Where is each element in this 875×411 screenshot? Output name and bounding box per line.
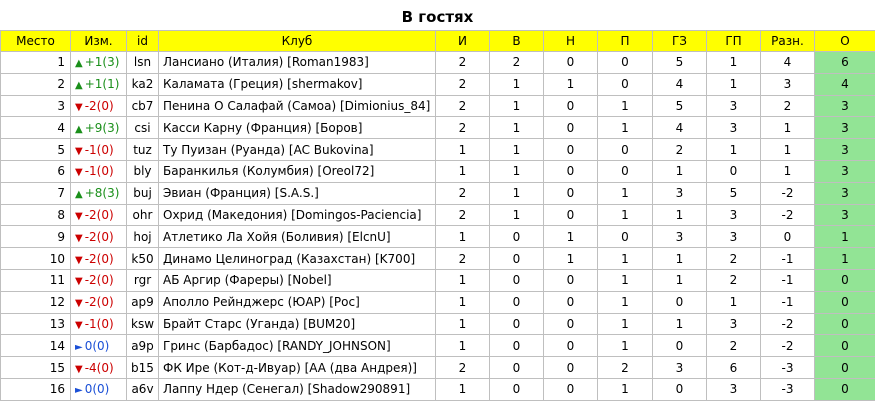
id-cell: ohr [127, 204, 159, 226]
change-value: +8(3) [84, 186, 120, 201]
diff-cell: 1 [761, 139, 815, 161]
change-cell [71, 182, 127, 204]
goals-against-cell: 2 [707, 248, 761, 270]
table-row [1, 52, 875, 74]
table-row [1, 204, 875, 226]
change-cell [71, 139, 127, 161]
table-row [1, 313, 875, 335]
rank-cell: 6 [1, 160, 71, 182]
club-header: Клуб [159, 31, 436, 52]
arrow-down-icon: ▼ [75, 298, 83, 310]
arrow-down-icon: ▼ [75, 101, 83, 113]
change-cell [71, 226, 127, 248]
points-cell: 3 [815, 182, 875, 204]
id-cell: hoj [127, 226, 159, 248]
club-cell: Брайт Старс (Уганда) [BUM20] [159, 313, 436, 335]
rank-cell: 16 [1, 378, 71, 400]
losses-cell: 0 [598, 73, 653, 95]
games-cell: 2 [436, 357, 490, 379]
arrow-right-icon: ► [75, 385, 83, 397]
goals-for-cell: 1 [653, 313, 707, 335]
table-row [1, 248, 875, 270]
standings-table [0, 30, 875, 401]
points-header: О [815, 31, 875, 52]
rank-cell: 4 [1, 117, 71, 139]
arrow-down-icon: ▼ [75, 232, 83, 244]
goals-for-cell: 0 [653, 291, 707, 313]
id-cell: a9p [127, 335, 159, 357]
change-value: -2(0) [84, 295, 114, 310]
losses-cell: 1 [598, 335, 653, 357]
losses-cell: 0 [598, 139, 653, 161]
diff-cell: 3 [761, 73, 815, 95]
goals-against-cell: 2 [707, 269, 761, 291]
change-value: -2(0) [84, 273, 114, 288]
arrow-down-icon: ▼ [75, 276, 83, 288]
losses-cell: 1 [598, 95, 653, 117]
change-header: Изм. [71, 31, 127, 52]
points-cell: 3 [815, 95, 875, 117]
points-cell: 3 [815, 117, 875, 139]
change-cell [71, 52, 127, 74]
goals-for-cell: 3 [653, 182, 707, 204]
games-cell: 2 [436, 117, 490, 139]
id-cell: csi [127, 117, 159, 139]
change-cell [71, 378, 127, 400]
goals-for-header: ГЗ [653, 31, 707, 52]
change-value: -2(0) [84, 229, 114, 244]
losses-cell: 1 [598, 269, 653, 291]
club-cell: Аполло Рейнджерс (ЮАР) [Рос] [159, 291, 436, 313]
table-row [1, 291, 875, 313]
rank-header: Место [1, 31, 71, 52]
rank-cell: 15 [1, 357, 71, 379]
goals-against-cell: 5 [707, 182, 761, 204]
losses-cell: 0 [598, 160, 653, 182]
points-cell: 0 [815, 357, 875, 379]
wins-cell: 1 [490, 95, 544, 117]
goals-against-cell: 3 [707, 204, 761, 226]
wins-cell: 0 [490, 335, 544, 357]
goals-against-cell: 6 [707, 357, 761, 379]
points-cell: 0 [815, 335, 875, 357]
wins-cell: 1 [490, 139, 544, 161]
games-cell: 1 [436, 335, 490, 357]
table-row [1, 269, 875, 291]
diff-cell: -2 [761, 182, 815, 204]
id-cell: ka2 [127, 73, 159, 95]
goals-against-cell: 3 [707, 313, 761, 335]
draws-cell: 1 [544, 73, 598, 95]
change-cell [71, 95, 127, 117]
goals-for-cell: 1 [653, 269, 707, 291]
rank-cell: 14 [1, 335, 71, 357]
wins-cell: 0 [490, 291, 544, 313]
club-cell: Лаппу Ндер (Сенегал) [Shadow290891] [159, 378, 436, 400]
points-cell: 6 [815, 52, 875, 74]
change-cell [71, 269, 127, 291]
games-header: И [436, 31, 490, 52]
points-cell: 1 [815, 226, 875, 248]
games-cell: 2 [436, 52, 490, 74]
wins-cell: 1 [490, 160, 544, 182]
goals-for-cell: 5 [653, 95, 707, 117]
draws-cell: 0 [544, 313, 598, 335]
diff-cell: -2 [761, 313, 815, 335]
goals-against-cell: 0 [707, 160, 761, 182]
id-cell: a6v [127, 378, 159, 400]
diff-cell: -1 [761, 291, 815, 313]
goals-for-cell: 3 [653, 357, 707, 379]
goals-against-cell: 3 [707, 378, 761, 400]
wins-cell: 2 [490, 52, 544, 74]
draws-cell: 0 [544, 182, 598, 204]
draws-cell: 0 [544, 204, 598, 226]
id-cell: rgr [127, 269, 159, 291]
losses-header: П [598, 31, 653, 52]
losses-cell: 0 [598, 52, 653, 74]
wins-cell: 1 [490, 204, 544, 226]
goals-for-cell: 1 [653, 248, 707, 270]
points-cell: 0 [815, 269, 875, 291]
wins-cell: 0 [490, 269, 544, 291]
rank-cell: 9 [1, 226, 71, 248]
id-cell: ap9 [127, 291, 159, 313]
games-cell: 2 [436, 248, 490, 270]
points-cell: 3 [815, 139, 875, 161]
change-cell [71, 117, 127, 139]
goals-against-cell: 1 [707, 139, 761, 161]
games-cell: 1 [436, 291, 490, 313]
goals-against-cell: 3 [707, 95, 761, 117]
club-cell: Ту Пуизан (Руанда) [AC Bukovina] [159, 139, 436, 161]
games-cell: 1 [436, 378, 490, 400]
change-value: +1(3) [84, 55, 120, 70]
table-title: В гостях [401, 8, 474, 26]
table-row [1, 139, 875, 161]
draws-cell: 0 [544, 52, 598, 74]
arrow-down-icon: ▼ [75, 319, 83, 331]
losses-cell: 1 [598, 291, 653, 313]
change-cell [71, 248, 127, 270]
id-cell: lsn [127, 52, 159, 74]
club-cell: Эвиан (Франция) [S.A.S.] [159, 182, 436, 204]
goals-for-cell: 0 [653, 335, 707, 357]
points-cell: 4 [815, 73, 875, 95]
club-cell: ФК Ире (Кот-д-Ивуар) [AA (два Андрея)] [159, 357, 436, 379]
wins-cell: 1 [490, 73, 544, 95]
club-cell: Охрид (Македония) [Domingos-Paciencia] [159, 204, 436, 226]
diff-cell: -2 [761, 204, 815, 226]
change-cell [71, 73, 127, 95]
diff-cell: -3 [761, 357, 815, 379]
change-value: -2(0) [84, 207, 114, 222]
table-row [1, 73, 875, 95]
draws-cell: 0 [544, 117, 598, 139]
table-body [1, 52, 875, 401]
goals-against-cell: 2 [707, 335, 761, 357]
diff-cell: 4 [761, 52, 815, 74]
change-cell [71, 335, 127, 357]
arrow-up-icon: ▲ [75, 80, 83, 92]
wins-cell: 1 [490, 182, 544, 204]
goals-for-cell: 2 [653, 139, 707, 161]
goals-against-cell: 1 [707, 52, 761, 74]
id-header: id [127, 31, 159, 52]
points-cell: 3 [815, 204, 875, 226]
arrow-down-icon: ▼ [75, 210, 83, 222]
draws-cell: 0 [544, 95, 598, 117]
rank-cell: 7 [1, 182, 71, 204]
points-cell: 1 [815, 248, 875, 270]
draws-header: Н [544, 31, 598, 52]
rank-cell: 2 [1, 73, 71, 95]
change-value: -2(0) [84, 98, 114, 113]
games-cell: 2 [436, 182, 490, 204]
change-value: 0(0) [84, 382, 110, 397]
draws-cell: 0 [544, 291, 598, 313]
change-value: 0(0) [84, 338, 110, 353]
id-cell: buj [127, 182, 159, 204]
club-cell: Лансиано (Италия) [Roman1983] [159, 52, 436, 74]
goals-against-cell: 3 [707, 226, 761, 248]
losses-cell: 1 [598, 248, 653, 270]
change-value: -1(0) [84, 142, 114, 157]
change-value: -1(0) [84, 316, 114, 331]
goals-against-header: ГП [707, 31, 761, 52]
arrow-down-icon: ▼ [75, 363, 83, 375]
table-row [1, 117, 875, 139]
games-cell: 1 [436, 226, 490, 248]
games-cell: 1 [436, 160, 490, 182]
losses-cell: 1 [598, 117, 653, 139]
wins-cell: 0 [490, 378, 544, 400]
games-cell: 2 [436, 204, 490, 226]
diff-cell: 1 [761, 160, 815, 182]
rank-cell: 10 [1, 248, 71, 270]
table-row [1, 160, 875, 182]
wins-cell: 0 [490, 313, 544, 335]
id-cell: tuz [127, 139, 159, 161]
games-cell: 2 [436, 73, 490, 95]
wins-cell: 0 [490, 248, 544, 270]
draws-cell: 0 [544, 378, 598, 400]
table-row [1, 378, 875, 400]
wins-header: В [490, 31, 544, 52]
change-cell [71, 160, 127, 182]
wins-cell: 0 [490, 226, 544, 248]
diff-header: Разн. [761, 31, 815, 52]
games-cell: 1 [436, 139, 490, 161]
draws-cell: 0 [544, 335, 598, 357]
arrow-right-icon: ► [75, 341, 83, 353]
points-cell: 3 [815, 160, 875, 182]
club-cell: АБ Аргир (Фареры) [Nobel] [159, 269, 436, 291]
diff-cell: -1 [761, 248, 815, 270]
goals-against-cell: 3 [707, 117, 761, 139]
rank-cell: 3 [1, 95, 71, 117]
games-cell: 1 [436, 313, 490, 335]
games-cell: 2 [436, 95, 490, 117]
table-row [1, 182, 875, 204]
diff-cell: -3 [761, 378, 815, 400]
diff-cell: -2 [761, 335, 815, 357]
change-cell [71, 357, 127, 379]
rank-cell: 12 [1, 291, 71, 313]
wins-cell: 1 [490, 117, 544, 139]
goals-for-cell: 4 [653, 73, 707, 95]
arrow-down-icon: ▼ [75, 145, 83, 157]
club-cell: Гринс (Барбадос) [RANDY_JOHNSON] [159, 335, 436, 357]
arrow-up-icon: ▲ [75, 58, 83, 70]
club-cell: Баранкилья (Колумбия) [Oreol72] [159, 160, 436, 182]
losses-cell: 1 [598, 378, 653, 400]
goals-for-cell: 4 [653, 117, 707, 139]
rank-cell: 13 [1, 313, 71, 335]
header-row [1, 31, 875, 52]
change-value: +9(3) [84, 120, 120, 135]
club-cell: Динамо Целиноград (Казахстан) [K700] [159, 248, 436, 270]
goals-against-cell: 1 [707, 291, 761, 313]
rank-cell: 5 [1, 139, 71, 161]
change-value: -1(0) [84, 164, 114, 179]
points-cell: 0 [815, 291, 875, 313]
goals-for-cell: 1 [653, 204, 707, 226]
table-row [1, 357, 875, 379]
goals-for-cell: 5 [653, 52, 707, 74]
losses-cell: 1 [598, 204, 653, 226]
goals-for-cell: 3 [653, 226, 707, 248]
losses-cell: 1 [598, 313, 653, 335]
change-cell [71, 313, 127, 335]
arrow-down-icon: ▼ [75, 254, 83, 266]
id-cell: cb7 [127, 95, 159, 117]
points-cell: 0 [815, 313, 875, 335]
arrow-up-icon: ▲ [75, 189, 83, 201]
rank-cell: 11 [1, 269, 71, 291]
wins-cell: 0 [490, 357, 544, 379]
change-value: +1(1) [84, 77, 120, 92]
id-cell: k50 [127, 248, 159, 270]
change-cell [71, 204, 127, 226]
club-cell: Касси Карну (Франция) [Боров] [159, 117, 436, 139]
draws-cell: 1 [544, 248, 598, 270]
goals-for-cell: 0 [653, 378, 707, 400]
rank-cell: 8 [1, 204, 71, 226]
goals-for-cell: 1 [653, 160, 707, 182]
games-cell: 1 [436, 269, 490, 291]
draws-cell: 1 [544, 226, 598, 248]
losses-cell: 2 [598, 357, 653, 379]
table-row [1, 226, 875, 248]
diff-cell: 1 [761, 117, 815, 139]
goals-against-cell: 1 [707, 73, 761, 95]
draws-cell: 0 [544, 357, 598, 379]
change-value: -2(0) [84, 251, 114, 266]
table-row [1, 335, 875, 357]
table-row [1, 95, 875, 117]
diff-cell: 2 [761, 95, 815, 117]
club-cell: Пенина О Салафай (Самоа) [Dimionius_84] [159, 95, 436, 117]
change-cell [71, 291, 127, 313]
draws-cell: 0 [544, 269, 598, 291]
arrow-up-icon: ▲ [75, 123, 83, 135]
draws-cell: 0 [544, 160, 598, 182]
club-cell: Атлетико Ла Хойя (Боливия) [ElcnU] [159, 226, 436, 248]
id-cell: ksw [127, 313, 159, 335]
change-value: -4(0) [84, 360, 114, 375]
club-cell: Каламата (Греция) [shermakov] [159, 73, 436, 95]
arrow-down-icon: ▼ [75, 167, 83, 179]
rank-cell: 1 [1, 52, 71, 74]
diff-cell: -1 [761, 269, 815, 291]
diff-cell: 0 [761, 226, 815, 248]
points-cell: 0 [815, 378, 875, 400]
losses-cell: 1 [598, 182, 653, 204]
id-cell: bly [127, 160, 159, 182]
draws-cell: 0 [544, 139, 598, 161]
id-cell: b15 [127, 357, 159, 379]
losses-cell: 0 [598, 226, 653, 248]
